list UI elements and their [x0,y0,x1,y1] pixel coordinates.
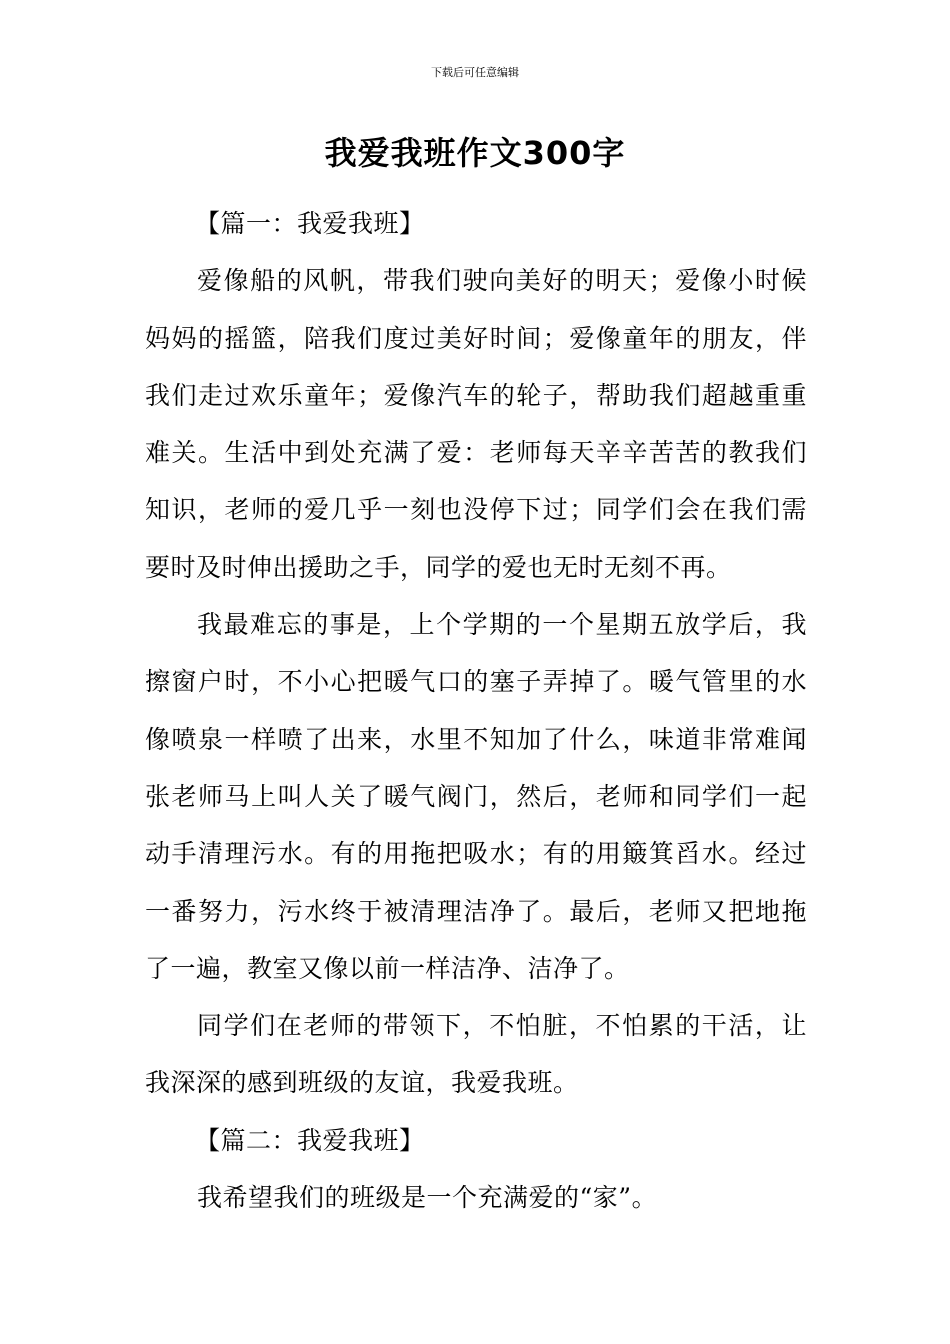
section-heading-2: 【篇二：我爱我班】 [195,1125,425,1155]
paragraph: 同学们在老师的带领下，不怕脏，不怕累的干活，让我深深的感到班级的友谊，我爱我班。 [145,1011,807,1098]
document-body [145,195,807,1226]
paragraph: 爱像船的风帆，带我们驶向美好的明天；爱像小时候妈妈的摇篮，陪我们度过美好时间；爱像童年的朋友，伴我们走过欢乐童年；爱像汽车的轮子，帮助我们超越重重难关。生活中到处充满了爱：老师每天辛辛苦苦的教我们知识，老师的爱几乎一刻也没停下过；同学们会在我们需要时及时伸出援助之手，同学的爱也无时无刻不再。 [145,266,807,582]
section-heading-1: 【篇一：我爱我班】 [195,209,425,238]
document-title: 我爱我班作文300字 [324,134,626,172]
paragraph: 我希望我们的班级是一个充满爱的“家”。 [197,1183,658,1213]
header-note: 下载后可任意编辑 [431,66,519,79]
paragraph: 我最难忘的事是，上个学期的一个星期五放学后，我擦窗户时，不小心把暖气口的塞子弄掉了。暖气管里的水像喷泉一样喷了出来，水里不知加了什么，味道非常难闻张老师马上叫人关了暖气阀门，然后，老师和同学们一起动手清理污水。有的用拖把吸水；有的用簸箕舀水。经过一番努力，污水终于被清理洁净了。最后，老师又把地拖了一遍，教室又像以前一样洁净、洁净了。 [145,610,807,983]
